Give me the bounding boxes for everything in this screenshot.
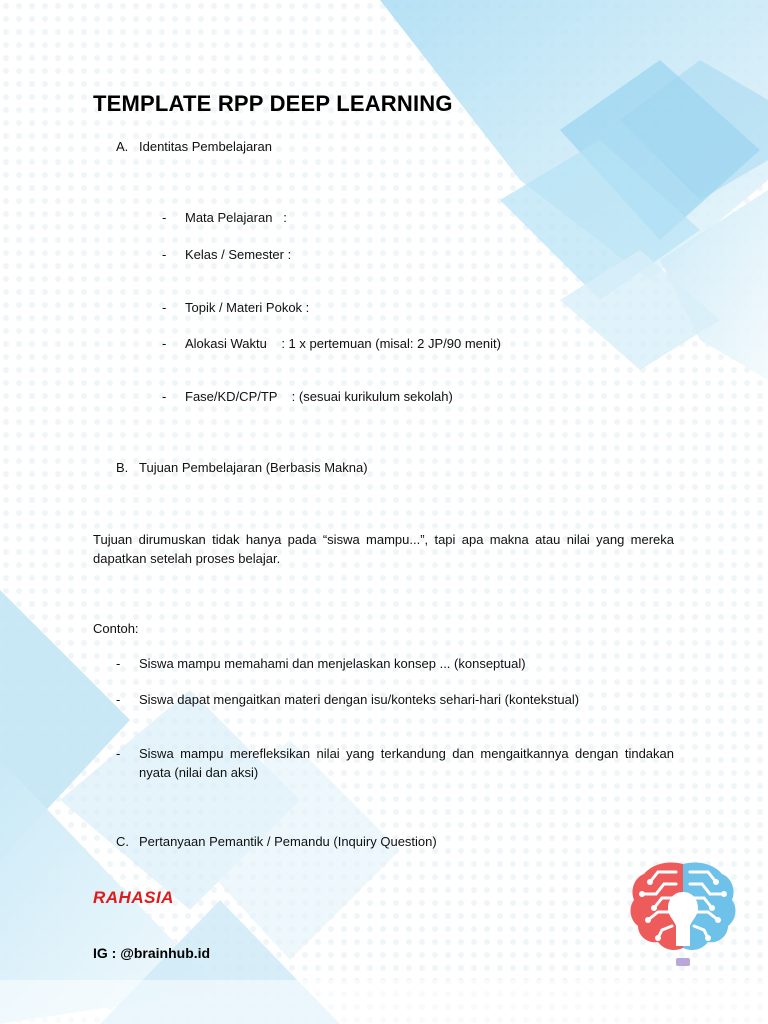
example-item: Siswa dapat mengaitkan materi dengan isu/konteks sehari-hari (kontekstual) [139,692,580,707]
list-item-dash: - [162,336,167,351]
list-item-dash: - [116,692,121,707]
contoh-label: Contoh: [93,621,139,636]
section-c-heading: Pertanyaan Pemantik / Pemandu (Inquiry Question) [139,834,437,849]
list-item-dash: - [162,300,167,315]
list-item-dash: - [162,210,167,225]
section-a-letter: A. [116,139,129,154]
instagram-handle: IG : @brainhub.id [93,945,211,961]
field-kelas-semester: Kelas / Semester : [185,247,292,262]
document-title: TEMPLATE RPP DEEP LEARNING [93,91,453,116]
section-b-paragraph: Tujuan dirumuskan tidak hanya pada “siswa mampu...”, tapi apa makna atau nilai yang mereka dapatkan setelah proses belajar. [93,532,674,566]
field-fase-kd-cp-tp: Fase/KD/CP/TP : (sesuai kurikulum sekolah) [185,389,453,404]
list-item-dash: - [162,389,167,404]
example-item: Siswa mampu memahami dan menjelaskan konsep ... (konseptual) [139,656,526,671]
field-mata-pelajaran: Mata Pelajaran : [185,210,287,225]
rahasia-label: RAHASIA [93,888,174,907]
field-topik-materi: Topik / Materi Pokok : [185,300,310,315]
section-a-heading: Identitas Pembelajaran [139,139,272,154]
list-item-dash: - [162,247,167,262]
list-item-dash: - [116,656,121,671]
example-item: Siswa mampu merefleksikan nilai yang terkandung dan mengaitkannya dengan tindakan nyata (nilai dan aksi) [139,746,674,780]
section-c-letter: C. [116,834,129,849]
list-item-dash: - [116,746,121,761]
field-alokasi-waktu: Alokasi Waktu : 1 x pertemuan (misal: 2 JP/90 menit) [185,336,501,351]
brain-lightbulb-logo-icon [628,858,738,970]
section-b-heading: Tujuan Pembelajaran (Berbasis Makna) [139,460,368,475]
section-b-letter: B. [116,460,129,475]
